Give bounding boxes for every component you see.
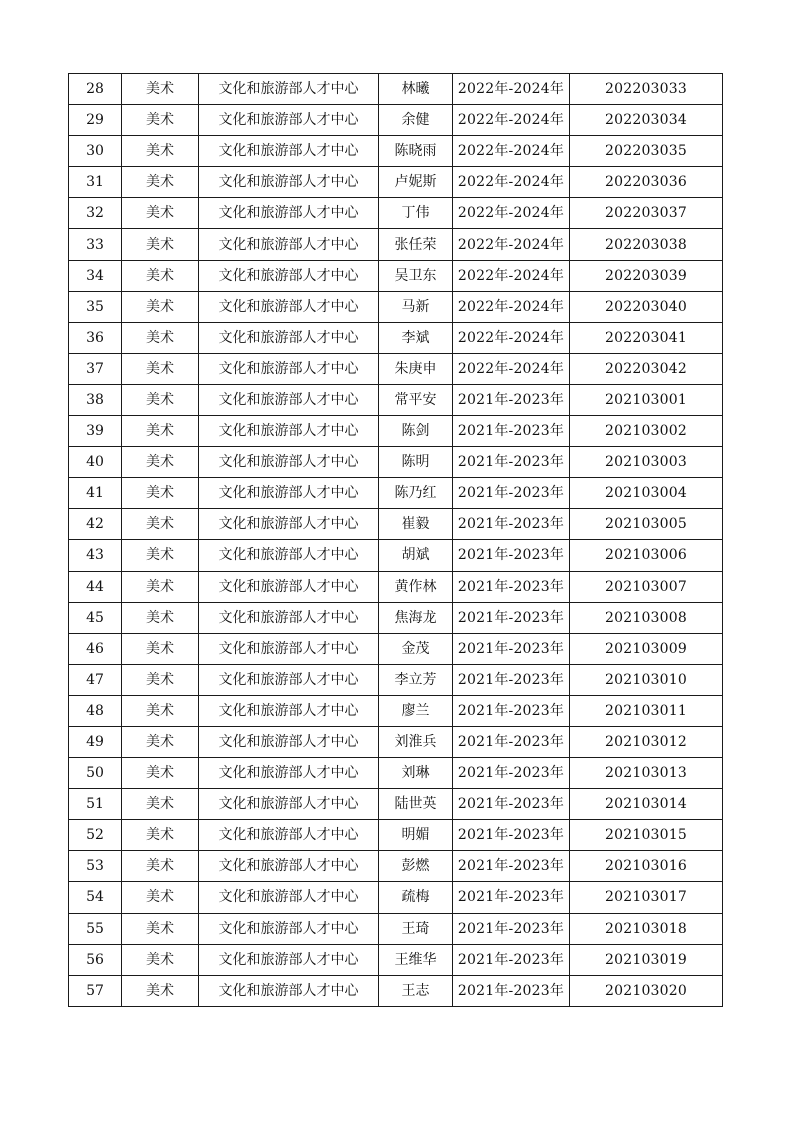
table-row [69,478,723,509]
code-cell: 202103001 [570,384,723,415]
row-number: 34 [69,260,122,291]
unit-cell: 文化和旅游部人才中心 [199,198,379,229]
table-row [69,509,723,540]
code-cell: 202103013 [570,758,723,789]
code-cell: 202103011 [570,695,723,726]
code-cell: 202203041 [570,322,723,353]
code-cell: 202103010 [570,664,723,695]
code-cell: 202103014 [570,789,723,820]
name-cell: 刘琳 [379,758,453,789]
code-cell: 202103016 [570,851,723,882]
name-cell: 金茂 [379,633,453,664]
table-row [69,74,723,105]
period-cell: 2021年-2023年 [453,975,570,1006]
table-row [69,820,723,851]
code-cell: 202103002 [570,416,723,447]
category-cell: 美术 [122,198,199,229]
row-number: 31 [69,167,122,198]
unit-cell: 文化和旅游部人才中心 [199,447,379,478]
row-number: 46 [69,633,122,664]
row-number: 54 [69,882,122,913]
row-number: 44 [69,571,122,602]
unit-cell: 文化和旅游部人才中心 [199,633,379,664]
code-cell: 202103020 [570,975,723,1006]
period-cell: 2021年-2023年 [453,602,570,633]
table-row [69,447,723,478]
name-cell: 丁伟 [379,198,453,229]
unit-cell: 文化和旅游部人才中心 [199,384,379,415]
category-cell: 美术 [122,540,199,571]
table-row [69,882,723,913]
table-row [69,851,723,882]
row-number: 38 [69,384,122,415]
name-cell: 王维华 [379,944,453,975]
category-cell: 美术 [122,167,199,198]
code-cell: 202203036 [570,167,723,198]
code-cell: 202103018 [570,913,723,944]
table-row [69,726,723,757]
unit-cell: 文化和旅游部人才中心 [199,758,379,789]
table-row [69,540,723,571]
period-cell: 2021年-2023年 [453,633,570,664]
period-cell: 2021年-2023年 [453,695,570,726]
table-row [69,260,723,291]
name-cell: 黄作林 [379,571,453,602]
table-row [69,633,723,664]
code-cell: 202203035 [570,136,723,167]
name-cell: 疏梅 [379,882,453,913]
period-cell: 2021年-2023年 [453,726,570,757]
category-cell: 美术 [122,695,199,726]
table-row [69,291,723,322]
unit-cell: 文化和旅游部人才中心 [199,540,379,571]
code-cell: 202103007 [570,571,723,602]
unit-cell: 文化和旅游部人才中心 [199,167,379,198]
code-cell: 202103004 [570,478,723,509]
category-cell: 美术 [122,291,199,322]
period-cell: 2021年-2023年 [453,416,570,447]
category-cell: 美术 [122,105,199,136]
category-cell: 美术 [122,353,199,384]
code-cell: 202103015 [570,820,723,851]
code-cell: 202103017 [570,882,723,913]
category-cell: 美术 [122,820,199,851]
row-number: 40 [69,447,122,478]
period-cell: 2021年-2023年 [453,447,570,478]
category-cell: 美术 [122,789,199,820]
category-cell: 美术 [122,602,199,633]
name-cell: 常平安 [379,384,453,415]
unit-cell: 文化和旅游部人才中心 [199,820,379,851]
period-cell: 2021年-2023年 [453,789,570,820]
category-cell: 美术 [122,664,199,695]
row-number: 51 [69,789,122,820]
table-row [69,198,723,229]
name-cell: 李立芳 [379,664,453,695]
table-row [69,353,723,384]
unit-cell: 文化和旅游部人才中心 [199,478,379,509]
row-number: 53 [69,851,122,882]
table-row [69,571,723,602]
unit-cell: 文化和旅游部人才中心 [199,136,379,167]
unit-cell: 文化和旅游部人才中心 [199,260,379,291]
category-cell: 美术 [122,726,199,757]
row-number: 35 [69,291,122,322]
unit-cell: 文化和旅游部人才中心 [199,664,379,695]
name-cell: 余健 [379,105,453,136]
roster-table [68,73,723,1007]
code-cell: 202103003 [570,447,723,478]
category-cell: 美术 [122,571,199,602]
unit-cell: 文化和旅游部人才中心 [199,695,379,726]
row-number: 29 [69,105,122,136]
row-number: 36 [69,322,122,353]
name-cell: 朱庚申 [379,353,453,384]
name-cell: 廖兰 [379,695,453,726]
name-cell: 陈明 [379,447,453,478]
row-number: 48 [69,695,122,726]
period-cell: 2022年-2024年 [453,167,570,198]
row-number: 28 [69,74,122,105]
period-cell: 2022年-2024年 [453,105,570,136]
period-cell: 2021年-2023年 [453,571,570,602]
table-row [69,229,723,260]
unit-cell: 文化和旅游部人才中心 [199,509,379,540]
code-cell: 202103009 [570,633,723,664]
code-cell: 202103012 [570,726,723,757]
name-cell: 卢妮斯 [379,167,453,198]
name-cell: 马新 [379,291,453,322]
period-cell: 2021年-2023年 [453,540,570,571]
unit-cell: 文化和旅游部人才中心 [199,726,379,757]
category-cell: 美术 [122,74,199,105]
category-cell: 美术 [122,509,199,540]
unit-cell: 文化和旅游部人才中心 [199,229,379,260]
unit-cell: 文化和旅游部人才中心 [199,975,379,1006]
unit-cell: 文化和旅游部人才中心 [199,882,379,913]
category-cell: 美术 [122,913,199,944]
category-cell: 美术 [122,633,199,664]
period-cell: 2021年-2023年 [453,758,570,789]
period-cell: 2021年-2023年 [453,851,570,882]
table-row [69,664,723,695]
period-cell: 2022年-2024年 [453,74,570,105]
name-cell: 陆世英 [379,789,453,820]
period-cell: 2021年-2023年 [453,913,570,944]
table-row [69,167,723,198]
unit-cell: 文化和旅游部人才中心 [199,353,379,384]
unit-cell: 文化和旅游部人才中心 [199,105,379,136]
name-cell: 焦海龙 [379,602,453,633]
row-number: 30 [69,136,122,167]
unit-cell: 文化和旅游部人才中心 [199,789,379,820]
row-number: 33 [69,229,122,260]
period-cell: 2021年-2023年 [453,820,570,851]
table-row [69,789,723,820]
code-cell: 202103008 [570,602,723,633]
table-row [69,602,723,633]
name-cell: 明媚 [379,820,453,851]
row-number: 50 [69,758,122,789]
unit-cell: 文化和旅游部人才中心 [199,291,379,322]
row-number: 42 [69,509,122,540]
category-cell: 美术 [122,478,199,509]
category-cell: 美术 [122,944,199,975]
table-row [69,758,723,789]
period-cell: 2021年-2023年 [453,509,570,540]
name-cell: 王琦 [379,913,453,944]
code-cell: 202103005 [570,509,723,540]
category-cell: 美术 [122,384,199,415]
period-cell: 2021年-2023年 [453,384,570,415]
row-number: 56 [69,944,122,975]
period-cell: 2022年-2024年 [453,322,570,353]
period-cell: 2021年-2023年 [453,478,570,509]
category-cell: 美术 [122,851,199,882]
code-cell: 202103019 [570,944,723,975]
row-number: 39 [69,416,122,447]
table-row [69,416,723,447]
table-row [69,975,723,1006]
name-cell: 林曦 [379,74,453,105]
row-number: 47 [69,664,122,695]
row-number: 45 [69,602,122,633]
period-cell: 2022年-2024年 [453,136,570,167]
category-cell: 美术 [122,416,199,447]
period-cell: 2022年-2024年 [453,229,570,260]
row-number: 41 [69,478,122,509]
period-cell: 2021年-2023年 [453,882,570,913]
name-cell: 张任荣 [379,229,453,260]
row-number: 43 [69,540,122,571]
code-cell: 202203037 [570,198,723,229]
table-row [69,695,723,726]
period-cell: 2021年-2023年 [453,664,570,695]
category-cell: 美术 [122,229,199,260]
period-cell: 2022年-2024年 [453,353,570,384]
period-cell: 2022年-2024年 [453,198,570,229]
row-number: 37 [69,353,122,384]
name-cell: 陈乃红 [379,478,453,509]
unit-cell: 文化和旅游部人才中心 [199,944,379,975]
category-cell: 美术 [122,322,199,353]
name-cell: 吴卫东 [379,260,453,291]
category-cell: 美术 [122,758,199,789]
unit-cell: 文化和旅游部人才中心 [199,322,379,353]
row-number: 52 [69,820,122,851]
name-cell: 王志 [379,975,453,1006]
unit-cell: 文化和旅游部人才中心 [199,571,379,602]
category-cell: 美术 [122,136,199,167]
name-cell: 彭燃 [379,851,453,882]
table-row [69,944,723,975]
unit-cell: 文化和旅游部人才中心 [199,913,379,944]
row-number: 57 [69,975,122,1006]
name-cell: 刘淮兵 [379,726,453,757]
name-cell: 崔毅 [379,509,453,540]
unit-cell: 文化和旅游部人才中心 [199,602,379,633]
period-cell: 2022年-2024年 [453,260,570,291]
period-cell: 2022年-2024年 [453,291,570,322]
table-row [69,136,723,167]
category-cell: 美术 [122,882,199,913]
unit-cell: 文化和旅游部人才中心 [199,851,379,882]
row-number: 49 [69,726,122,757]
row-number: 55 [69,913,122,944]
table-row [69,384,723,415]
row-number: 32 [69,198,122,229]
category-cell: 美术 [122,260,199,291]
code-cell: 202203038 [570,229,723,260]
code-cell: 202203039 [570,260,723,291]
code-cell: 202203033 [570,74,723,105]
unit-cell: 文化和旅游部人才中心 [199,416,379,447]
name-cell: 胡斌 [379,540,453,571]
code-cell: 202103006 [570,540,723,571]
name-cell: 陈晓雨 [379,136,453,167]
table-row [69,913,723,944]
period-cell: 2021年-2023年 [453,944,570,975]
category-cell: 美术 [122,447,199,478]
unit-cell: 文化和旅游部人才中心 [199,74,379,105]
name-cell: 李斌 [379,322,453,353]
table-row [69,322,723,353]
category-cell: 美术 [122,975,199,1006]
roster-table-body [69,74,723,1007]
table-row [69,105,723,136]
name-cell: 陈剑 [379,416,453,447]
code-cell: 202203042 [570,353,723,384]
code-cell: 202203040 [570,291,723,322]
code-cell: 202203034 [570,105,723,136]
